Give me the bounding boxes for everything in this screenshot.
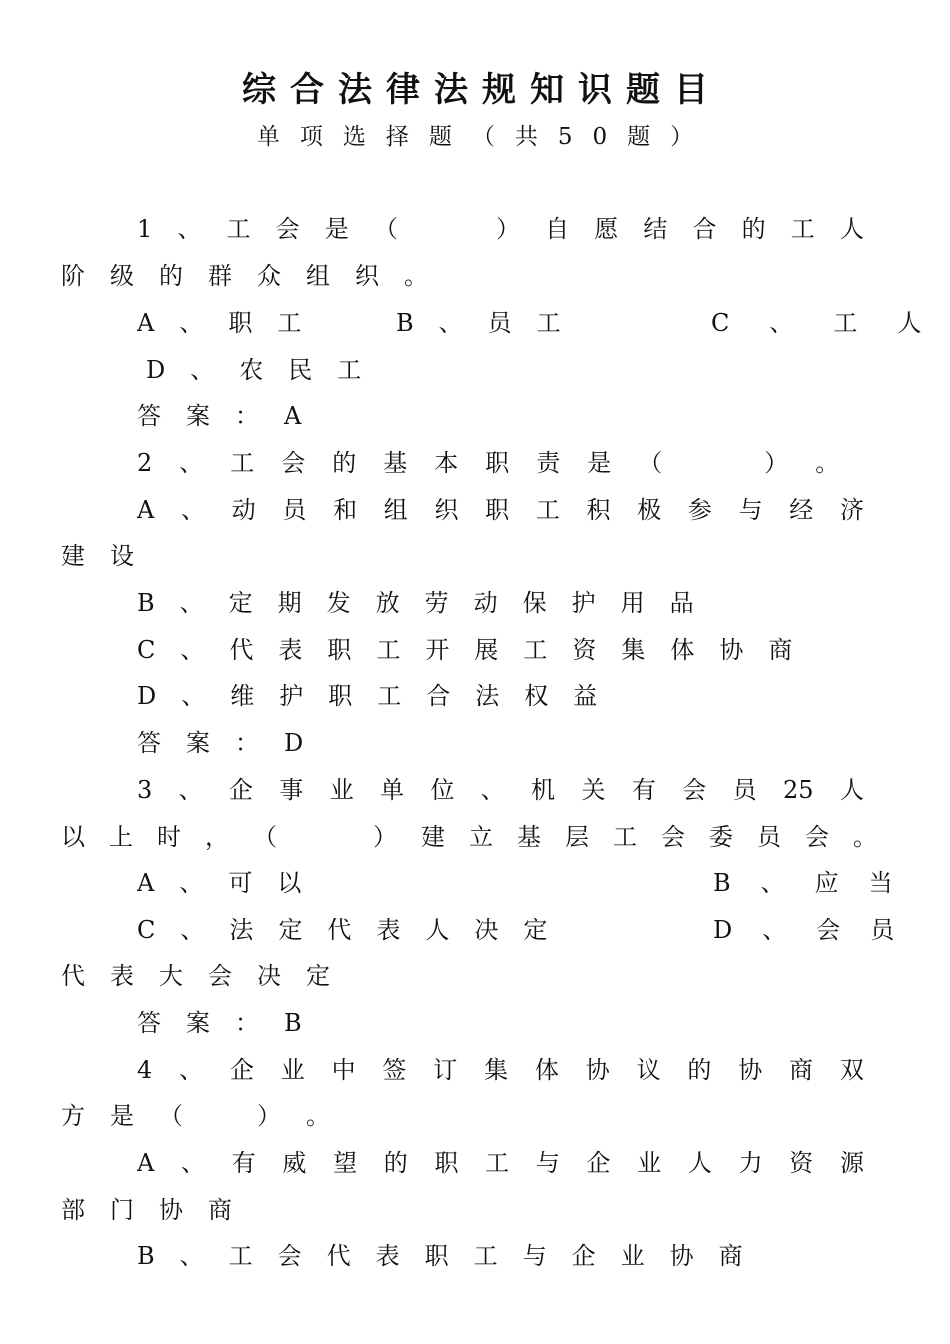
glyph: 、 [179, 869, 204, 897]
glyph: 会 [682, 776, 707, 804]
q2-option-a-line2 [61, 541, 159, 571]
glyph: 4 [137, 1056, 153, 1084]
glyph: B [137, 589, 155, 617]
glyph: 工 [833, 309, 858, 337]
glyph: 职 [424, 1242, 449, 1270]
glyph: 合 [692, 215, 717, 243]
glyph: ） [257, 1102, 281, 1130]
glyph: 是 [324, 215, 349, 243]
glyph: 经 [789, 496, 814, 524]
glyph: 员 [757, 823, 781, 851]
q2-answer [137, 728, 328, 758]
glyph: C [137, 636, 156, 664]
glyph: 。 [815, 449, 840, 477]
glyph: 表 [110, 962, 134, 990]
glyph: 25 [782, 776, 814, 804]
glyph: 工 [228, 1242, 253, 1270]
glyph: 建 [61, 542, 85, 570]
glyph: 与 [522, 1242, 547, 1270]
glyph: 签 [382, 1056, 407, 1084]
glyph: 体 [534, 1056, 559, 1084]
glyph: 人 [687, 1149, 712, 1177]
glyph: 职 [328, 682, 353, 710]
glyph: 、 [180, 636, 205, 664]
glyph: 业 [620, 1242, 645, 1270]
glyph: 、 [179, 589, 204, 617]
glyph: 织 [355, 262, 379, 290]
glyph: 1 [137, 215, 153, 243]
glyph: B [396, 309, 414, 337]
glyph: 表 [376, 916, 401, 944]
glyph: 参 [687, 496, 712, 524]
glyph: 议 [636, 1056, 661, 1084]
glyph: 应 [814, 869, 839, 897]
glyph: 民 [288, 356, 313, 384]
glyph: 是 [110, 1102, 134, 1130]
q3-stem-line1 [137, 775, 864, 805]
glyph: 劳 [424, 589, 449, 617]
q3-answer [137, 1008, 327, 1038]
q3-option-d-line1 [713, 915, 924, 945]
glyph: 当 [868, 869, 893, 897]
glyph: 职 [485, 496, 510, 524]
glyph: 资 [789, 1149, 814, 1177]
document-title: 综合法律法规知识题目 [242, 70, 722, 110]
glyph: 、 [179, 449, 204, 477]
glyph: ， [205, 823, 229, 851]
glyph: 展 [474, 636, 499, 664]
glyph: 保 [522, 589, 547, 617]
glyph: 、 [178, 776, 203, 804]
glyph: 益 [573, 682, 598, 710]
glyph: 期 [277, 589, 302, 617]
document-subtitle: 单项选择题（共50题） [256, 124, 714, 150]
glyph: 、 [762, 916, 787, 944]
glyph: 商 [718, 1242, 743, 1270]
glyph: 以 [61, 823, 85, 851]
glyph: 商 [768, 636, 793, 664]
glyph: 有 [231, 1149, 256, 1177]
glyph: 企 [586, 1149, 611, 1177]
glyph: 工 [376, 636, 401, 664]
glyph: 工 [790, 215, 815, 243]
glyph: （ [638, 449, 663, 477]
glyph: A [137, 1149, 155, 1177]
glyph: 、 [181, 682, 206, 710]
glyph: 的 [332, 449, 357, 477]
glyph: A [137, 869, 155, 897]
glyph: 会 [661, 823, 685, 851]
glyph: 工 [277, 309, 302, 337]
glyph: 中 [331, 1056, 356, 1084]
glyph: 级 [110, 262, 134, 290]
glyph: 与 [738, 496, 763, 524]
glyph: 、 [769, 309, 794, 337]
glyph: 双 [839, 1056, 864, 1084]
glyph: 济 [839, 496, 864, 524]
glyph: 员 [870, 916, 895, 944]
glyph: 会 [277, 1242, 302, 1270]
glyph: 集 [484, 1056, 509, 1084]
glyph: 代 [229, 636, 254, 664]
q3-option-c [137, 915, 572, 945]
glyph: 决 [257, 962, 281, 990]
glyph: 。 [306, 1102, 330, 1130]
glyph: 人 [897, 309, 922, 337]
glyph: ） [373, 823, 397, 851]
glyph: 。 [853, 823, 877, 851]
q4-option-b [137, 1241, 768, 1271]
glyph: B [137, 1242, 155, 1270]
glyph: 发 [326, 589, 351, 617]
glyph: 定 [228, 589, 253, 617]
glyph: 组 [383, 496, 408, 524]
glyph: 会 [816, 916, 841, 944]
glyph [208, 1101, 232, 1131]
glyph: 。 [404, 262, 428, 290]
glyph: B [713, 869, 731, 897]
glyph: C [711, 309, 730, 337]
glyph: 法 [229, 916, 254, 944]
glyph: 工 [230, 449, 255, 477]
glyph: 企 [229, 1056, 254, 1084]
glyph: 员 [732, 776, 757, 804]
glyph: 集 [621, 636, 646, 664]
glyph: 、 [190, 356, 215, 384]
glyph: 工 [523, 636, 548, 664]
glyph: 企 [571, 1242, 596, 1270]
glyph: 答 [137, 402, 161, 430]
glyph: 代 [61, 962, 85, 990]
glyph: 可 [228, 869, 253, 897]
glyph: 业 [329, 776, 354, 804]
q1-answer [137, 401, 326, 431]
glyph: 商 [208, 1196, 232, 1224]
glyph: 放 [375, 589, 400, 617]
glyph: 职 [327, 636, 352, 664]
glyph: 员 [487, 309, 512, 337]
glyph: 开 [425, 636, 450, 664]
q1-option-a [137, 308, 326, 338]
glyph: 基 [517, 823, 541, 851]
glyph: （ [159, 1102, 183, 1130]
q2-option-c [137, 635, 817, 665]
glyph: 是 [587, 449, 612, 477]
glyph: 工 [485, 1149, 510, 1177]
glyph: 定 [278, 916, 303, 944]
glyph: 织 [434, 496, 459, 524]
q4-stem-line1 [137, 1055, 864, 1085]
glyph: 用 [620, 589, 645, 617]
glyph: 力 [738, 1149, 763, 1177]
glyph: 护 [279, 682, 304, 710]
glyph: B [284, 1009, 302, 1037]
q1-option-d [146, 355, 386, 385]
glyph: 表 [278, 636, 303, 664]
glyph: 、 [180, 916, 205, 944]
glyph: 法 [475, 682, 500, 710]
glyph: （ [373, 215, 398, 243]
glyph: 层 [565, 823, 589, 851]
glyph: 时 [157, 823, 181, 851]
glyph: 权 [524, 682, 549, 710]
glyph [301, 822, 349, 852]
glyph: 农 [239, 356, 264, 384]
glyph: 以 [277, 869, 302, 897]
glyph: 决 [474, 916, 499, 944]
glyph: 案 [186, 1009, 210, 1037]
glyph: （ [253, 823, 277, 851]
glyph: 2 [137, 449, 153, 477]
glyph: 维 [230, 682, 255, 710]
glyph: 答 [137, 729, 161, 757]
glyph: 、 [181, 1149, 206, 1177]
glyph: 订 [433, 1056, 458, 1084]
glyph: 协 [159, 1196, 183, 1224]
glyph: D [137, 682, 157, 710]
glyph: 会 [275, 215, 300, 243]
glyph: 动 [473, 589, 498, 617]
glyph: A [137, 496, 155, 524]
glyph: 积 [586, 496, 611, 524]
glyph [423, 214, 471, 244]
glyph: ） [764, 449, 789, 477]
glyph: ） [496, 215, 521, 243]
glyph: 工 [473, 1242, 498, 1270]
glyph: 门 [110, 1196, 134, 1224]
glyph: 部 [61, 1196, 85, 1224]
q2-stem [137, 448, 866, 478]
glyph: 工 [535, 496, 560, 524]
glyph: D [284, 729, 304, 757]
q1-stem-line1 [137, 214, 864, 244]
glyph: 威 [282, 1149, 307, 1177]
glyph: 组 [306, 262, 330, 290]
glyph: ： [235, 402, 259, 430]
glyph: 责 [536, 449, 561, 477]
glyph: 职 [434, 1149, 459, 1177]
q3-option-d-line2 [61, 961, 355, 991]
glyph: C [137, 916, 156, 944]
q3-stem-line2 [61, 822, 877, 852]
glyph: 立 [469, 823, 493, 851]
glyph: 上 [109, 823, 133, 851]
glyph: 愿 [594, 215, 619, 243]
glyph: 业 [280, 1056, 305, 1084]
glyph: 、 [179, 309, 204, 337]
glyph: 单 [380, 776, 405, 804]
glyph: 工 [613, 823, 637, 851]
q1-stem-line2 [61, 261, 453, 291]
glyph: 、 [179, 1242, 204, 1270]
glyph: 委 [709, 823, 733, 851]
glyph: 会 [208, 962, 232, 990]
glyph: 合 [426, 682, 451, 710]
glyph: 工 [226, 215, 251, 243]
glyph: 机 [531, 776, 556, 804]
glyph: 源 [839, 1149, 864, 1177]
glyph: 建 [421, 823, 445, 851]
glyph: 的 [383, 1149, 408, 1177]
glyph: 基 [383, 449, 408, 477]
glyph: 工 [337, 356, 362, 384]
glyph: 员 [282, 496, 307, 524]
glyph: 协 [585, 1056, 610, 1084]
glyph: 表 [375, 1242, 400, 1270]
glyph: A [137, 309, 155, 337]
glyph: 大 [159, 962, 183, 990]
glyph: 人 [839, 215, 864, 243]
glyph: 人 [839, 776, 864, 804]
q4-option-a-line1 [137, 1148, 864, 1178]
glyph: 案 [186, 729, 210, 757]
glyph: 协 [669, 1242, 694, 1270]
glyph: D [713, 916, 733, 944]
glyph: 体 [670, 636, 695, 664]
glyph: 结 [643, 215, 668, 243]
glyph: 答 [137, 1009, 161, 1037]
glyph: 、 [179, 1056, 204, 1084]
glyph: 案 [186, 402, 210, 430]
glyph: 企 [229, 776, 253, 804]
glyph: 关 [581, 776, 606, 804]
glyph: 会 [281, 449, 306, 477]
glyph: 代 [327, 916, 352, 944]
glyph: 、 [760, 869, 785, 897]
glyph: 望 [333, 1149, 358, 1177]
glyph: 的 [687, 1056, 712, 1084]
glyph: 、 [181, 496, 206, 524]
q4-stem-line2 [61, 1101, 355, 1131]
glyph: ： [235, 729, 259, 757]
glyph: D [146, 356, 166, 384]
q4-option-a-line2 [61, 1195, 257, 1225]
glyph: 、 [177, 215, 202, 243]
glyph: 护 [571, 589, 596, 617]
q3-option-a [137, 868, 326, 898]
glyph: 商 [789, 1056, 814, 1084]
glyph: 业 [637, 1149, 662, 1177]
glyph: 阶 [61, 262, 85, 290]
glyph: 协 [719, 636, 744, 664]
glyph: 事 [279, 776, 304, 804]
q3-option-b [713, 868, 923, 898]
glyph [689, 448, 737, 478]
glyph: 动 [231, 496, 256, 524]
glyph: 、 [480, 776, 505, 804]
glyph: 定 [306, 962, 330, 990]
glyph: 工 [377, 682, 402, 710]
q1-option-b [396, 308, 586, 338]
glyph: 3 [137, 776, 153, 804]
glyph: 工 [536, 309, 561, 337]
glyph: 极 [637, 496, 662, 524]
glyph: 群 [208, 262, 232, 290]
glyph: 的 [741, 215, 766, 243]
glyph: 位 [430, 776, 455, 804]
glyph: 、 [438, 309, 463, 337]
glyph: 自 [545, 215, 570, 243]
glyph: 有 [631, 776, 656, 804]
glyph: 的 [159, 262, 183, 290]
glyph: 设 [110, 542, 134, 570]
glyph: ： [235, 1009, 259, 1037]
glyph: 职 [228, 309, 253, 337]
q2-option-a-line1 [137, 495, 864, 525]
glyph: 品 [669, 589, 694, 617]
glyph: 方 [61, 1102, 85, 1130]
glyph: 代 [326, 1242, 351, 1270]
q1-option-c [711, 308, 950, 338]
glyph: 本 [434, 449, 459, 477]
glyph: 众 [257, 262, 281, 290]
glyph: 定 [523, 916, 548, 944]
glyph: 人 [425, 916, 450, 944]
q2-option-b [137, 588, 719, 618]
glyph: 协 [738, 1056, 763, 1084]
glyph: 会 [805, 823, 829, 851]
glyph: 与 [535, 1149, 560, 1177]
glyph: 资 [572, 636, 597, 664]
glyph: 职 [485, 449, 510, 477]
glyph: A [284, 402, 302, 430]
q2-option-d [137, 681, 622, 711]
glyph: 和 [333, 496, 358, 524]
